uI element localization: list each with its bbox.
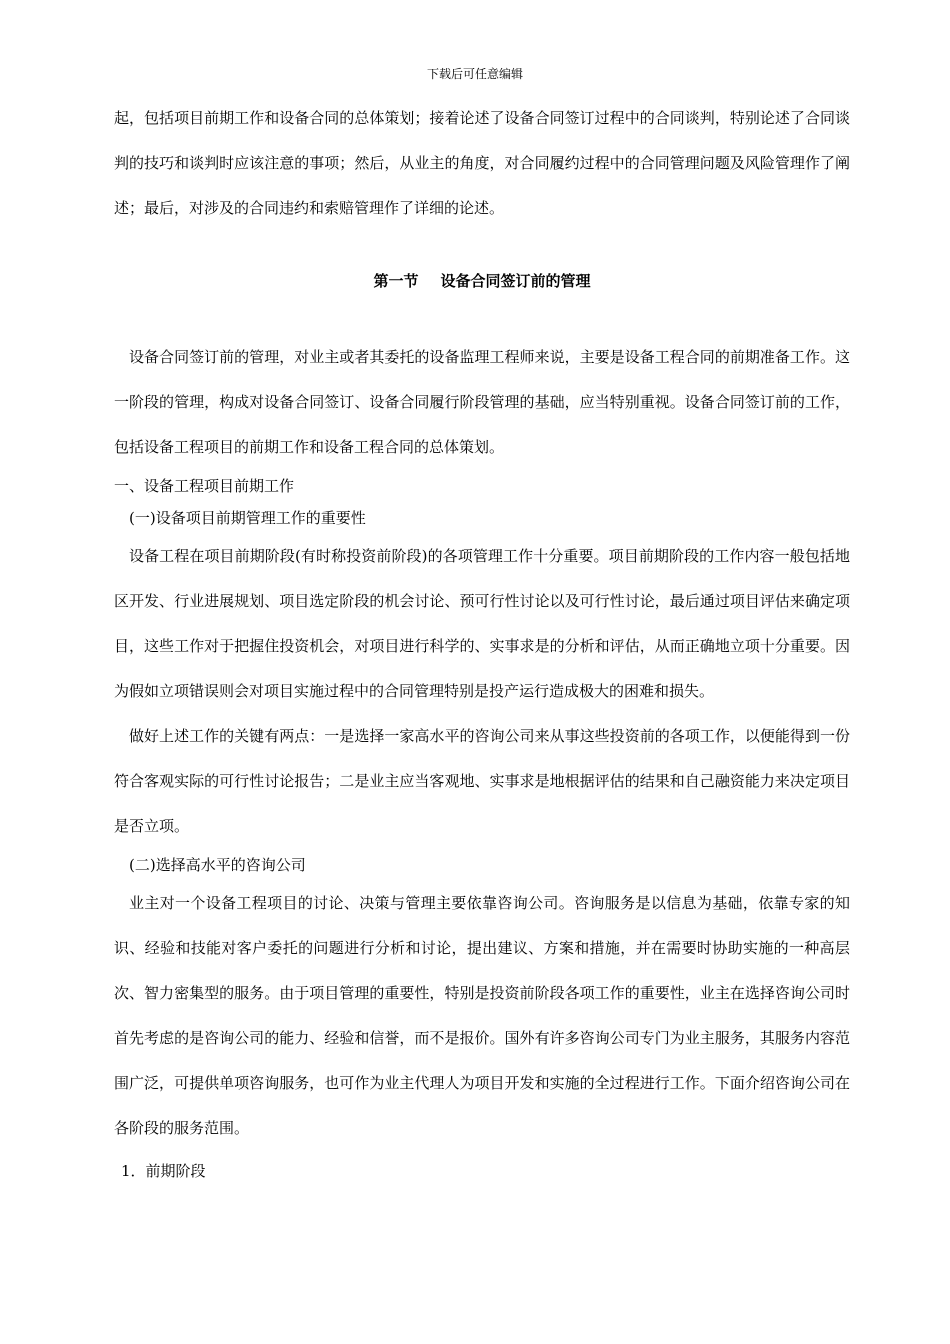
document-body: [114, 96, 850, 1191]
consulting-paragraph: 业主对一个设备工程项目的讨论、决策与管理主要依靠咨询公司。咨询服务是以信息为基础，依靠专家的知识、经验和技能对客户委托的问题进行分析和讨论，提出建议、方案和措施，并在需要时协助实施的一种高层次、智力密集型的服务。由于项目管理的重要性，特别是投资前阶段各项工作的重要性，业主在选择咨询公司时首先考虑的是咨询公司的能力、经验和信誉，而不是报价。国外有许多咨询公司专门为业主服务，其服务内容范围广泛，可提供单项咨询服务，也可作为业主代理人为项目开发和实施的全过程进行工作。下面介绍咨询公司在各阶段的服务范围。: [114, 894, 850, 1137]
key-points-paragraph: 做好上述工作的关键有两点：一是选择一家高水平的咨询公司来从事这些投资前的各项工作，以便能得到一份符合客观实际的可行性讨论报告；二是业主应当客观地、实事求是地根据评估的结果和自己融资能力来决定项目是否立项。: [114, 727, 850, 835]
section-title: 设备合同签订前的管理: [440, 272, 591, 290]
section-heading: [114, 259, 850, 304]
section-intro-paragraph: 设备合同签订前的管理，对业主或者其委托的设备监理工程师来说，主要是设备工程合同的前期准备工作。这一阶段的管理，构成对设备合同签订、设备合同履行阶段管理的基础，应当特别重视。设备合同签订前的工作，包括设备工程项目的前期工作和设备工程合同的总体策划。: [114, 348, 850, 456]
section-number: 第一节: [373, 272, 419, 290]
heading-level2-importance: (一)设备项目前期管理工作的重要性: [129, 509, 366, 527]
heading-level2-consulting: (二)选择高水平的咨询公司: [129, 856, 306, 874]
page-header: 下载后可任意编辑: [426, 67, 523, 81]
numbered-item-preliminary-stage: 1．前期阶段: [121, 1162, 206, 1180]
intro-paragraph: 起，包括项目前期工作和设备合同的总体策划；接着论述了设备合同签订过程中的合同谈判，特别论述了合同谈判的技巧和谈判时应该注意的事项；然后，从业主的角度，对合同履约过程中的合同管理问题及风险管理作了阐述；最后，对涉及的合同违约和索赔管理作了详细的论述。: [114, 109, 850, 217]
heading-level1-project-preliminary: 一、设备工程项目前期工作: [114, 477, 295, 495]
importance-paragraph: 设备工程在项目前期阶段(有时称投资前阶段)的各项管理工作十分重要。项目前期阶段的工作内容一般包括地区开发、行业进展规划、项目选定阶段的机会讨论、预可行性讨论以及可行性讨论，最后通过项目评估来确定项目，这些工作对于把握住投资机会，对项目进行科学的、实事求是的分析和评估，从而正确地立项十分重要。因为假如立项错误则会对项目实施过程中的合同管理特别是投产运行造成极大的困难和损失。: [114, 547, 850, 700]
